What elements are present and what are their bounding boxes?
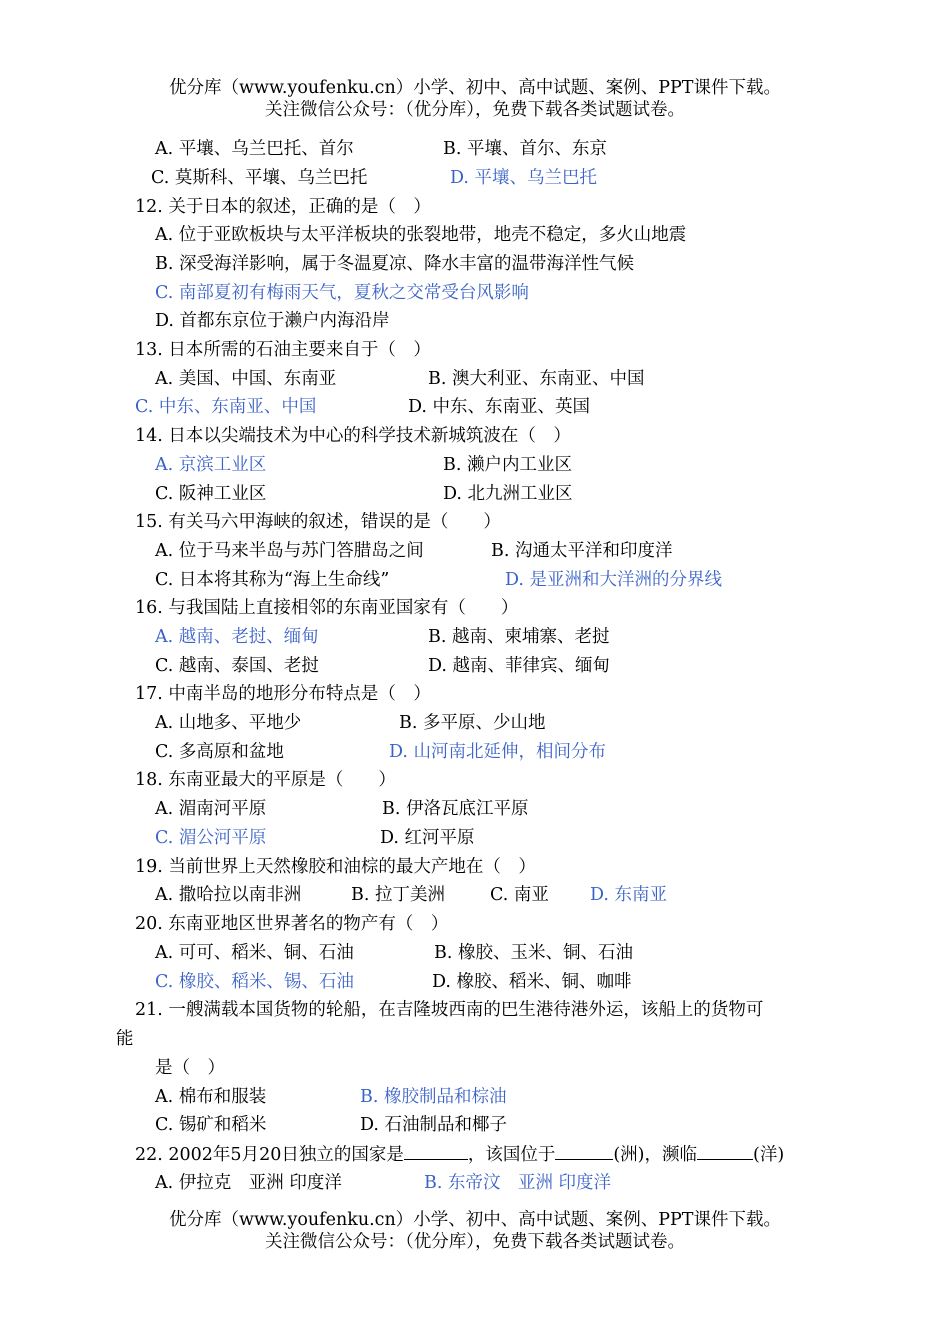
q22-stem [135,1141,784,1168]
q21-option-a: A. 棉布和服装 [155,1087,267,1107]
q21-stem-line-1: 21. 一艘满载本国货物的轮船，在吉隆坡西南的巴生港待港外运，该船上的货物可 [135,1000,764,1020]
q22-blank-ocean[interactable] [697,1141,753,1160]
q17-option-b: B. 多平原、少山地 [399,713,546,733]
q19-option-d-answer: D. 东南亚 [590,885,668,905]
q15-option-d-answer: D. 是亚洲和大洋洲的分界线 [505,570,723,590]
header-line-2: 关注微信公众号：（优分库），免费下载各类试题试卷。 [265,100,685,120]
q22-stem-part-4: (洋) [753,1145,785,1165]
q20-option-d: D. 橡胶、稻米、铜、咖啡 [432,972,632,992]
q20-stem: 20. 东南亚地区世界著名的物产有（ ） [135,914,449,934]
q21-option-c: C. 锡矿和稻米 [155,1115,267,1135]
q22-option-b-answer: B. 东帝汶 亚洲 印度洋 [424,1173,612,1193]
q11-option-d-answer: D. 平壤、乌兰巴托 [450,168,598,188]
q13-option-d: D. 中东、东南亚、英国 [408,397,591,417]
q13-option-b: B. 澳大利亚、东南亚、中国 [428,369,645,389]
q12-stem: 12. 关于日本的叙述，正确的是（ ） [135,197,431,217]
q13-option-c-answer: C. 中东、东南亚、中国 [135,397,317,417]
q14-stem: 14. 日本以尖端技术为中心的科学技术新城筑波在（ ） [135,426,571,446]
q18-option-c-answer: C. 湄公河平原 [155,828,267,848]
q21-stem-line-3: 是（ ） [155,1058,225,1078]
q20-option-c-answer: C. 橡胶、稻米、锡、石油 [155,972,354,992]
q19-option-b: B. 拉丁美洲 [351,885,445,905]
q17-option-a: A. 山地多、平地少 [155,713,302,733]
q17-option-d-answer: D. 山河南北延伸，相间分布 [389,742,607,762]
q22-option-a: A. 伊拉克 亚洲 印度洋 [155,1173,342,1193]
q18-option-d: D. 红河平原 [380,828,475,848]
q21-stem-line-2: 能 [116,1029,134,1049]
footer-line-1: 优分库（www.youfenku.cn）小学、初中、高中试题、案例、PPT课件下载。 [169,1210,781,1230]
q20-option-a: A. 可可、稻米、铜、石油 [155,943,354,963]
q12-option-d: D. 首都东京位于濑户内海沿岸 [155,311,390,331]
q11-option-b: B. 平壤、首尔、东京 [443,139,607,159]
q12-option-a: A. 位于亚欧板块与太平洋板块的张裂地带，地壳不稳定，多火山地震 [155,225,687,245]
q22-stem-part-1: 22. 2002年5月20日独立的国家是 [135,1145,404,1165]
q22-stem-part-3: (洲)，濒临 [613,1145,697,1165]
q19-stem: 19. 当前世界上天然橡胶和油棕的最大产地在（ ） [135,857,536,877]
q21-option-b-answer: B. 橡胶制品和棕油 [360,1087,507,1107]
q16-option-a-answer: A. 越南、老挝、缅甸 [155,627,319,647]
q15-option-a: A. 位于马来半岛与苏门答腊岛之间 [155,541,424,561]
header-line-1: 优分库（www.youfenku.cn）小学、初中、高中试题、案例、PPT课件下载。 [169,78,781,98]
q12-option-c-answer: C. 南部夏初有梅雨天气，夏秋之交常受台风影响 [155,283,529,303]
q18-option-b: B. 伊洛瓦底江平原 [382,799,529,819]
q18-stem: 18. 东南亚最大的平原是（ ） [135,770,396,790]
q14-option-a-answer: A. 京滨工业区 [155,455,267,475]
q11-option-a: A. 平壤、乌兰巴托、首尔 [155,139,354,159]
q22-blank-continent[interactable] [555,1141,613,1160]
q19-option-c: C. 南亚 [490,885,549,905]
q16-option-b: B. 越南、柬埔寨、老挝 [428,627,610,647]
q19-option-a: A. 撒哈拉以南非洲 [155,885,302,905]
q20-option-b: B. 橡胶、玉米、铜、石油 [434,943,633,963]
page-header [0,77,950,121]
q14-option-c: C. 阪神工业区 [155,484,267,504]
q18-option-a: A. 湄南河平原 [155,799,267,819]
q15-option-c: C. 日本将其称为“海上生命线” [155,570,390,590]
footer-line-2: 关注微信公众号：（优分库），免费下载各类试题试卷。 [265,1232,685,1252]
q11-option-c: C. 莫斯科、平壤、乌兰巴托 [151,168,368,188]
q12-option-b: B. 深受海洋影响，属于冬温夏凉、降水丰富的温带海洋性气候 [155,254,634,274]
q22-blank-country[interactable] [404,1141,468,1160]
q13-option-a: A. 美国、中国、东南亚 [155,369,337,389]
q21-option-d: D. 石油制品和椰子 [360,1115,508,1135]
q16-option-d: D. 越南、菲律宾、缅甸 [428,656,611,676]
q14-option-b: B. 濑户内工业区 [443,455,572,475]
page-footer [0,1209,950,1253]
q22-stem-part-2: ，该国位于 [467,1145,556,1165]
q17-option-c: C. 多高原和盆地 [155,742,284,762]
q15-option-b: B. 沟通太平洋和印度洋 [491,541,673,561]
q16-option-c: C. 越南、泰国、老挝 [155,656,319,676]
q16-stem: 16. 与我国陆上直接相邻的东南亚国家有（ ） [135,598,519,618]
q14-option-d: D. 北九洲工业区 [443,484,573,504]
q15-stem: 15. 有关马六甲海峡的叙述，错误的是（ ） [135,512,501,532]
q13-stem: 13. 日本所需的石油主要来自于（ ） [135,340,431,360]
q17-stem: 17. 中南半岛的地形分布特点是（ ） [135,684,431,704]
